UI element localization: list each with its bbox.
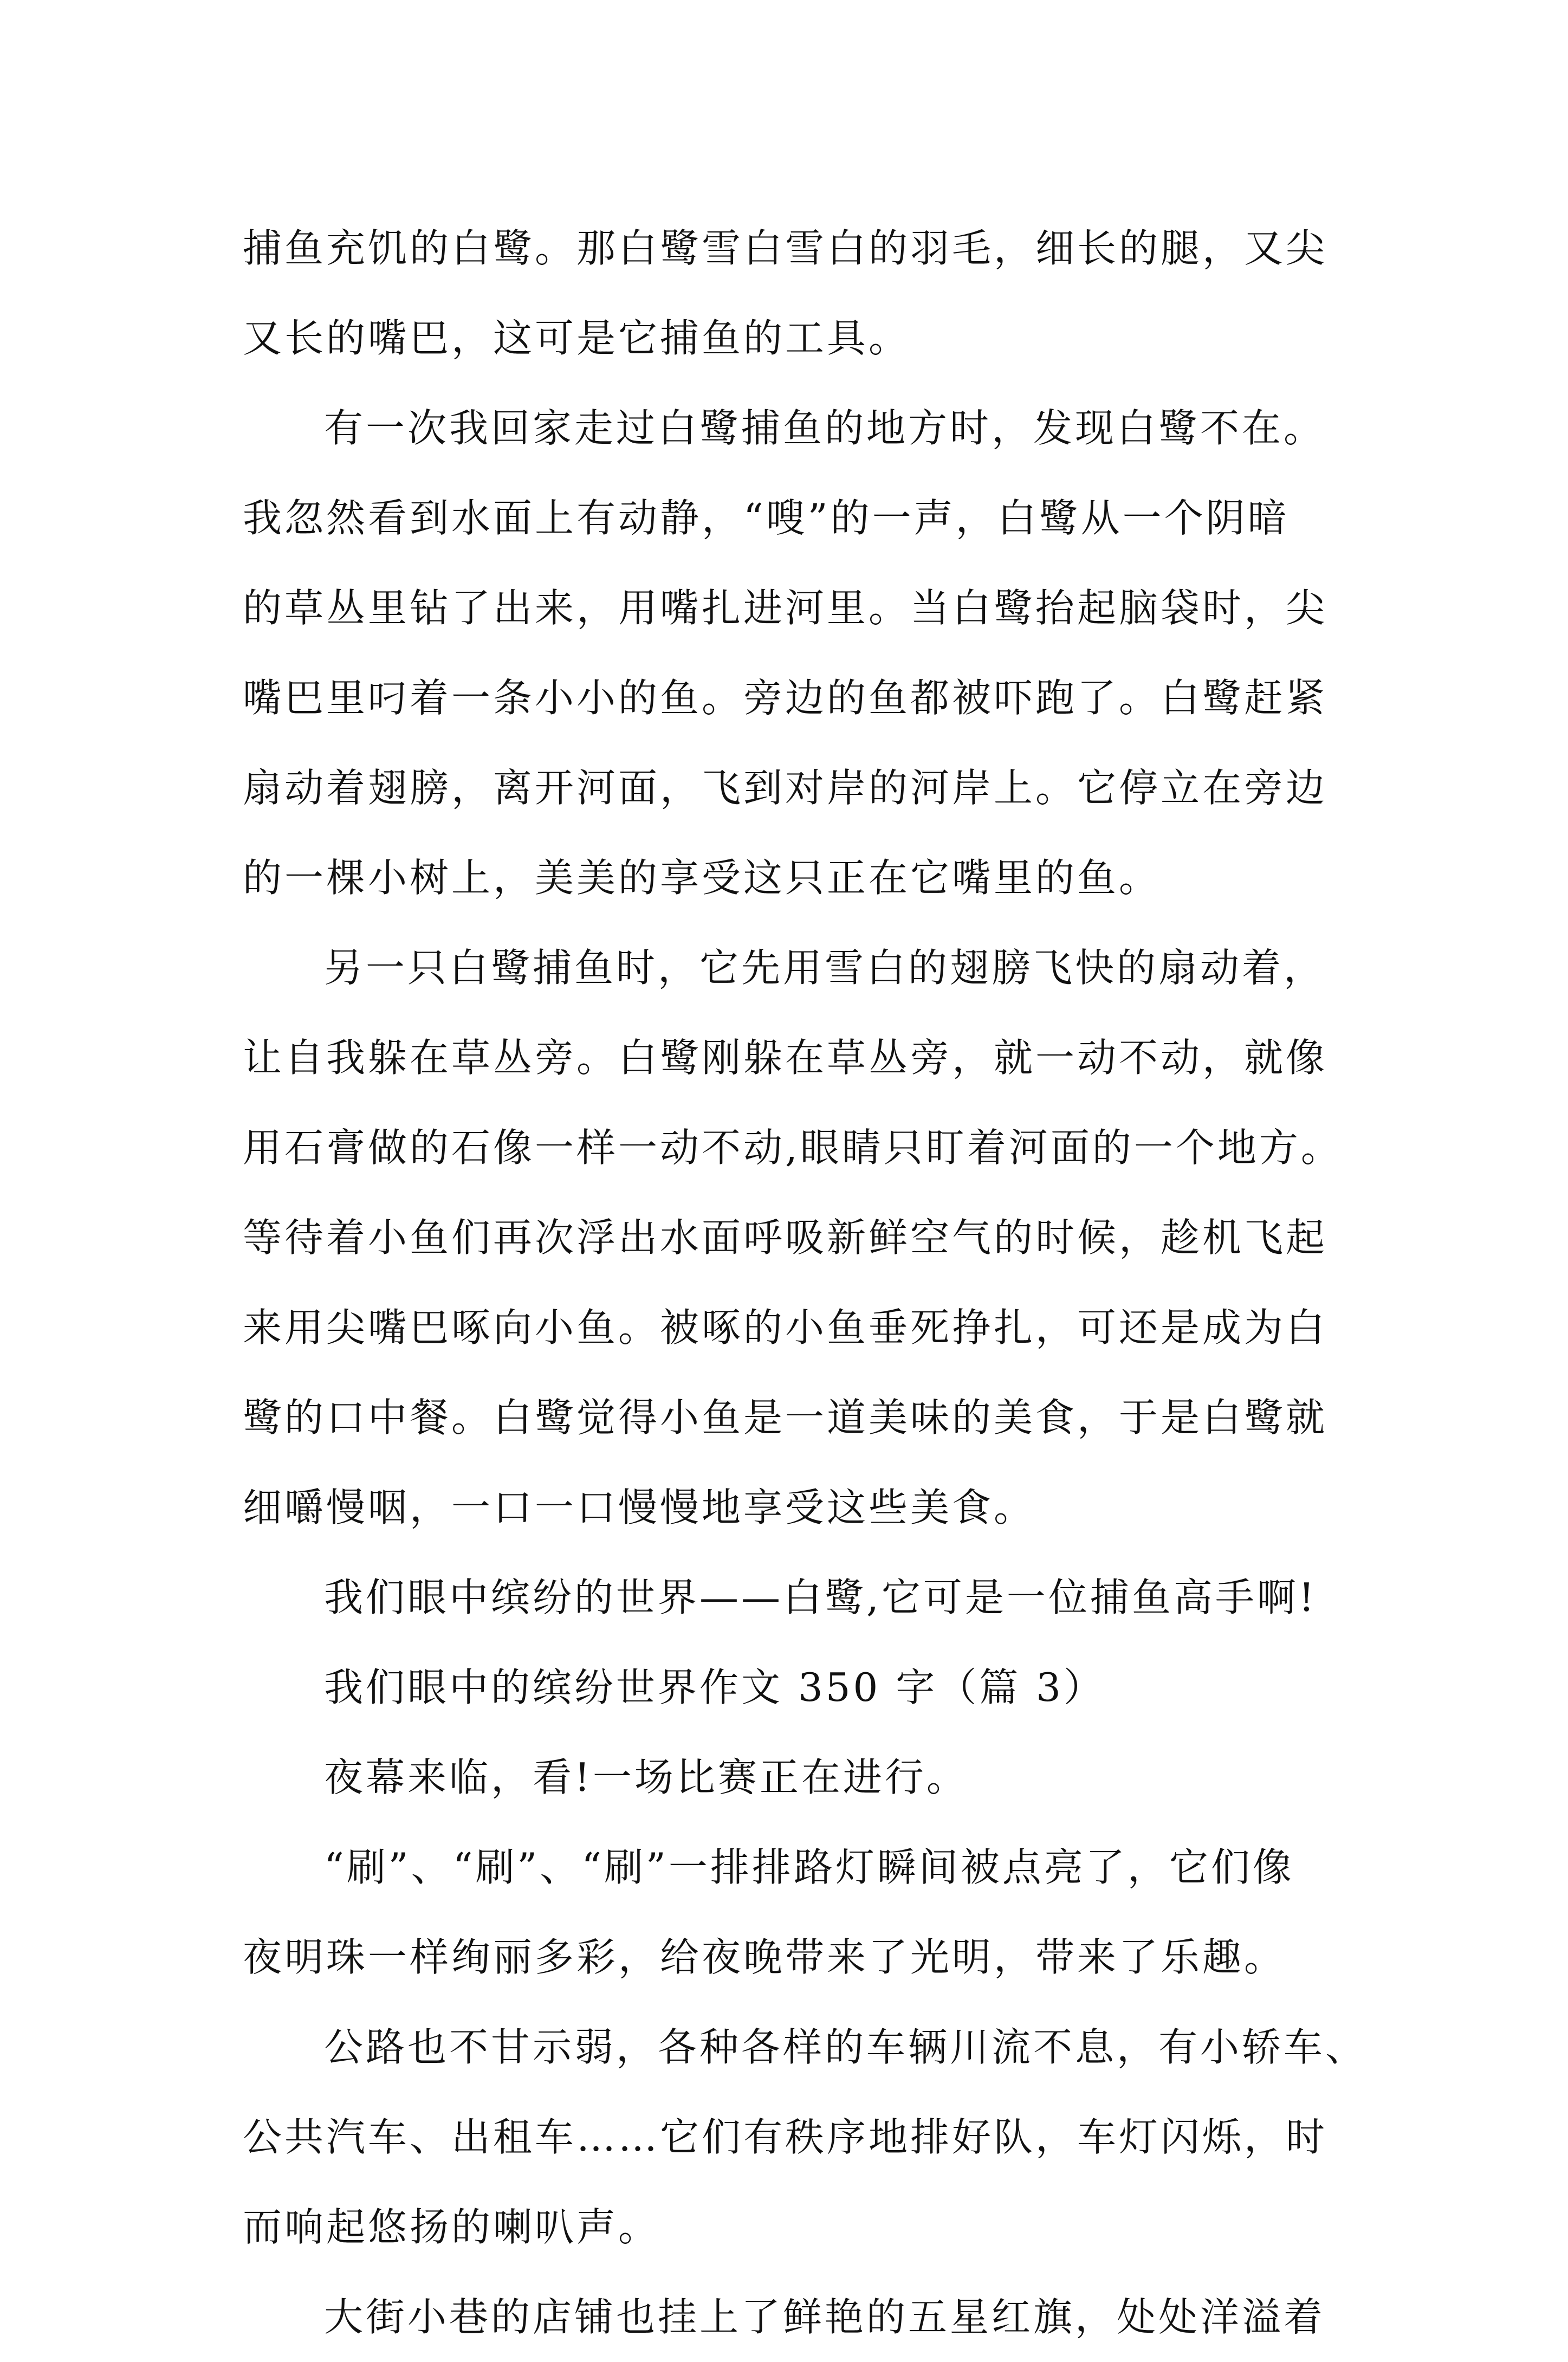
text-line: 公共汽车、出租车……它们有秩序地排好队，车灯闪烁，时: [243, 2114, 1328, 2160]
text-line: 等待着小鱼们再次浮出水面呼吸新鲜空气的时候，趁机飞起: [243, 1215, 1328, 1260]
text-line: 夜明珠一样绚丽多彩，给夜晚带来了光明，带来了乐趣。: [243, 1934, 1286, 1980]
text-line: 让自我躲在草丛旁。白鹭刚躲在草丛旁，就一动不动，就像: [243, 1035, 1328, 1080]
text-line: 扇动着翅膀，离开河面，飞到对岸的河岸上。它停立在旁边: [243, 765, 1328, 811]
paragraph-start-line: “刷”、“刷”、“刷”一排排路灯瞬间被点亮了，它们像: [324, 1845, 1294, 1890]
text-line: 我忽然看到水面上有动静，“嗖”的一声，白鹭从一个阴暗: [243, 495, 1290, 541]
text-line: 而响起悠扬的喇叭声。: [243, 2204, 660, 2250]
paragraph-start-line: 另一只白鹭捕鱼时，它先用雪白的翅膀飞快的扇动着，: [324, 945, 1326, 991]
text-line: 鹭的口中餐。白鹭觉得小鱼是一道美味的美食，于是白鹭就: [243, 1395, 1328, 1440]
section-heading: 我们眼中的缤纷世界作文 350 字（篇 3）: [324, 1665, 1105, 1710]
paragraph-start-line: 公路也不甘示弱，各种各样的车辆川流不息，有小轿车、: [324, 2024, 1368, 2070]
body-text: [243, 203, 1368, 2362]
text-line: 又长的嘴巴，这可是它捕鱼的工具。: [243, 315, 911, 361]
text-line: 嘴巴里叼着一条小小的鱼。旁边的鱼都被吓跑了。白鹭赶紧: [243, 675, 1328, 721]
text-line: 来用尖嘴巴啄向小鱼。被啄的小鱼垂死挣扎，可还是成为白: [243, 1305, 1328, 1350]
paragraph-start-line: 夜幕来临，看!一场比赛正在进行。: [324, 1755, 968, 1800]
text-line: 的草丛里钻了出来，用嘴扎进河里。当白鹭抬起脑袋时，尖: [243, 585, 1328, 631]
paragraph-start-line: 有一次我回家走过白鹭捕鱼的地方时，发现白鹭不在。: [324, 405, 1326, 451]
paragraph-start-line: 大街小巷的店铺也挂上了鲜艳的五星红旗，处处洋溢着: [324, 2294, 1326, 2340]
text-line: 的一棵小树上，美美的享受这只正在它嘴里的鱼。: [243, 855, 1161, 901]
text-line: 用石膏做的石像一样一动不动,眼睛只盯着河面的一个地方。: [243, 1125, 1343, 1170]
text-line: 捕鱼充饥的白鹭。那白鹭雪白雪白的羽毛，细长的腿，又尖: [243, 225, 1328, 271]
text-line: 细嚼慢咽，一口一口慢慢地享受这些美食。: [243, 1485, 1036, 1530]
paragraph-start-line: 我们眼中缤纷的世界——白鹭,它可是一位捕鱼高手啊!: [324, 1575, 1317, 1620]
